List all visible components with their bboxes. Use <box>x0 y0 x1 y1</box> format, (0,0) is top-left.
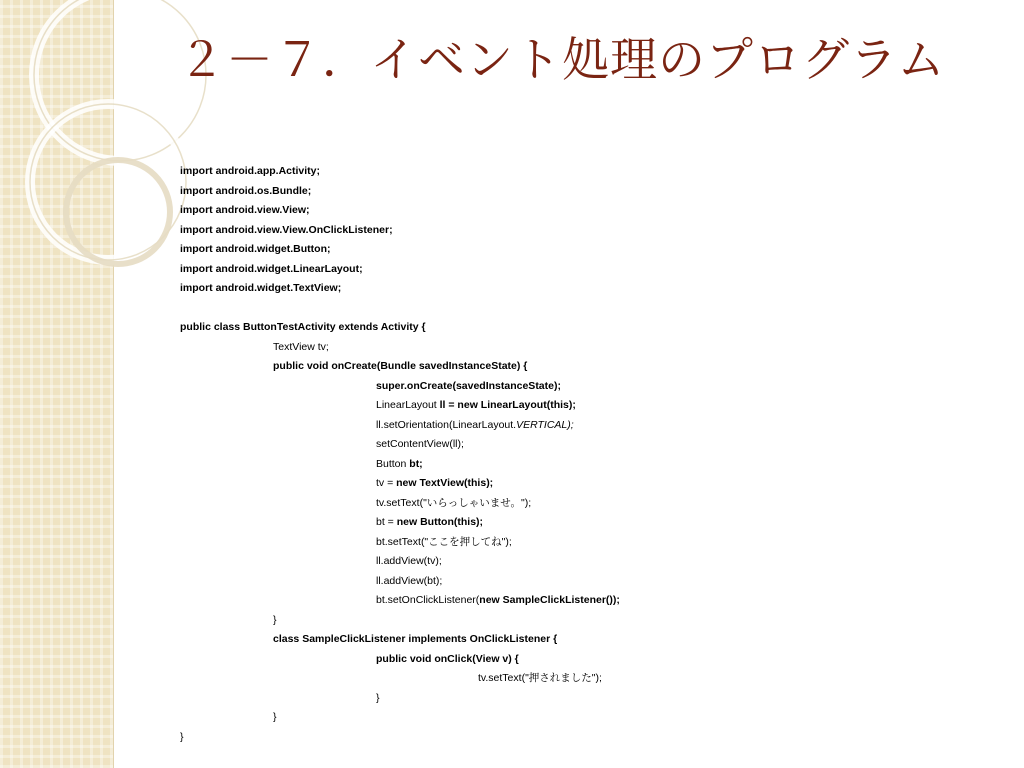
code-segment: new TextView(this); <box>396 477 494 489</box>
code-line: } <box>376 691 380 704</box>
code-line <box>180 455 980 475</box>
code-line <box>180 513 980 533</box>
code-segment: ll.setOrientation(LinearLayout. <box>376 418 517 431</box>
code-segment: LinearLayout <box>376 399 437 411</box>
code-line: super.onCreate(savedInstanceState); <box>376 379 561 392</box>
code-line <box>180 474 980 494</box>
code-line <box>180 396 980 416</box>
code-line: import android.widget.LinearLayout; <box>180 262 363 275</box>
code-line: public void onCreate(Bundle savedInstanceState) { <box>273 360 528 372</box>
code-line <box>180 416 980 436</box>
code-line: tv.setText("いらっしゃいませ。"); <box>376 496 532 509</box>
code-segment: bt.setOnClickListener( <box>376 594 480 606</box>
code-segment: new SampleClickListener()); <box>479 594 620 606</box>
code-line: import android.widget.TextView; <box>180 282 342 294</box>
code-line: import android.app.Activity; <box>180 165 321 177</box>
code-line: public void onClick(View v) { <box>376 652 519 665</box>
code-line: import android.view.View; <box>180 204 310 216</box>
code-segment: bt = <box>376 516 397 528</box>
code-line: } <box>273 711 277 723</box>
code-line: } <box>180 730 184 743</box>
code-segment: Button <box>376 457 407 470</box>
code-segment: VERTICAL); <box>516 418 574 431</box>
code-blank-line <box>180 299 980 319</box>
code-line: public class ButtonTestActivity extends Activity { <box>180 321 426 333</box>
code-line: import android.os.Bundle; <box>180 184 312 197</box>
code-line: class SampleClickListener implements OnClickListener { <box>273 633 558 645</box>
code-line: import android.view.View.OnClickListener; <box>180 223 393 236</box>
code-line: TextView tv; <box>273 340 329 353</box>
code-segment: new Button(this); <box>396 516 484 528</box>
code-line: bt.setText("ここを押してね"); <box>376 535 512 548</box>
slide-title: ２－７．イベント処理のプログラム <box>178 33 946 88</box>
code-segment: tv = <box>376 477 397 489</box>
code-line: ll.addView(bt); <box>376 574 443 587</box>
code-line: import android.widget.Button; <box>180 243 331 255</box>
code-line: } <box>273 613 277 626</box>
code-line: tv.setText("押されました"); <box>478 672 602 684</box>
code-segment: bt; <box>406 457 423 470</box>
code-segment: ll = new LinearLayout(this); <box>436 399 576 411</box>
code-line: setContentView(ll); <box>376 438 464 450</box>
code-listing <box>180 162 980 747</box>
code-line: ll.addView(tv); <box>376 555 442 567</box>
code-line <box>180 591 980 611</box>
